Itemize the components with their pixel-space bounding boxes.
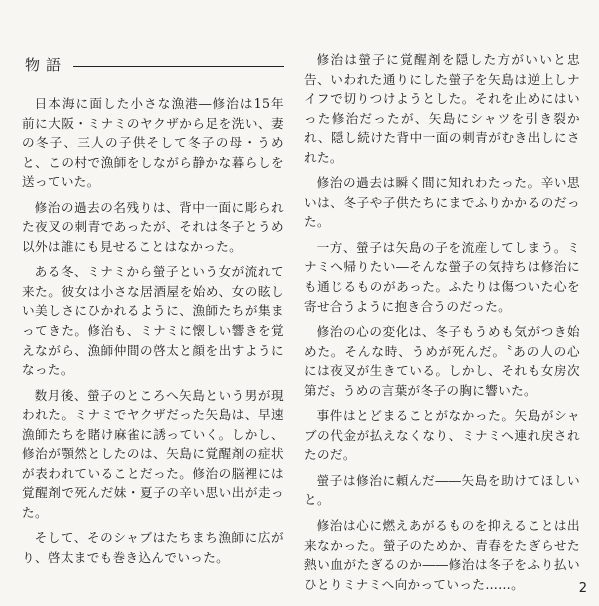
left-paragraph-4: 数月後、螢子のところへ矢島という男が現われた。ミナミでヤクザだった矢島は、早速漁師たちを賭け麻雀に誘っていく。しかし、修治が顎然としたのは、矢島に覚醒剤の症状が表われていることだった。修治の脳裡には覚醒剤で死んだ妹・夏子の辛い思い出が走った。 bbox=[22, 387, 284, 520]
right-paragraph-3: 一方、螢子は矢島の子を流産してしまう。ミナミへ帰りたい―そんな螢子の気持ちは修治にも通じるものがあった。ふたりは傷ついた心を寄せ合うように抱き合うのだった。 bbox=[304, 239, 580, 314]
right-paragraph-5: 事件はとどまることがなかった。矢島がシャブの代金が払えなくなり、ミナミへ連れ戻されたのだ。 bbox=[304, 408, 580, 463]
left-paragraph-2: 修治の過去の名残りは、背中一面に彫られた夜叉の刺青であったが、それは冬子とうめ以外は誰にも見せることはなかった。 bbox=[22, 199, 284, 254]
right-paragraph-1: 修治は螢子に覚醒剤を隠した方がいいと忠告、いわれた通りにした螢子を矢島は逆上しナイフで切りつけようとした。それを止めにはいった修治だったが、矢島にシャツを引き裂かれ、隠し続けた背中一面の刺青がむき出しにされた。 bbox=[304, 52, 580, 165]
right-paragraph-4: 修治の心の変化は、冬子もうめも気がつき始めた。そんな時、うめが死んだ。〝あの人の心には夜叉が生きている。しかし、それも女房次第だ〟うめの言葉が冬子の胸に響いた。 bbox=[304, 324, 580, 398]
right-paragraph-2: 修治の過去は瞬く間に知れわたった。辛い思いは、冬子や子供たちにまでふりかかるのだった。 bbox=[304, 175, 580, 230]
section-heading bbox=[22, 50, 284, 82]
left-column bbox=[22, 50, 284, 574]
page-number: 2 bbox=[578, 581, 587, 596]
heading-rule bbox=[73, 66, 284, 67]
right-paragraph-7: 修治は心に燃えあがるものを抑えることは出来なかった。螢子のためか、青春をたぎらせた熱い血がたぎるのか――修治は冬子をふり払いひとりミナミへ向かっていった……。 bbox=[304, 518, 580, 592]
right-column bbox=[304, 50, 580, 600]
left-paragraph-1: 日本海に面した小さな漁港―修治は15年前に大阪・ミナミのヤクザから足を洗い、妻の冬子、三人の子供そして冬子の母・うめと、この村で漁師をしながら静かな暮らしを送っていた。 bbox=[22, 96, 284, 190]
heading-title: 物語 bbox=[25, 56, 68, 75]
right-paragraph-6: 螢子は修治に頼んだ――矢島を助けてほしいと。 bbox=[304, 472, 580, 508]
left-paragraph-5: そして、そのシャブはたちまち漁師に広がり、啓太までも巻き込んでいった。 bbox=[22, 530, 284, 566]
left-paragraph-3: ある冬、ミナミから螢子という女が流れて来た。彼女は小さな居酒屋を始め、女の眩しい美しさにひかれるように、漁師たちが集まってきた。修治も、ミナミに懐しい響きを覚えながら、漁師仲間の啓太と顔を出すようになった。 bbox=[22, 264, 284, 378]
